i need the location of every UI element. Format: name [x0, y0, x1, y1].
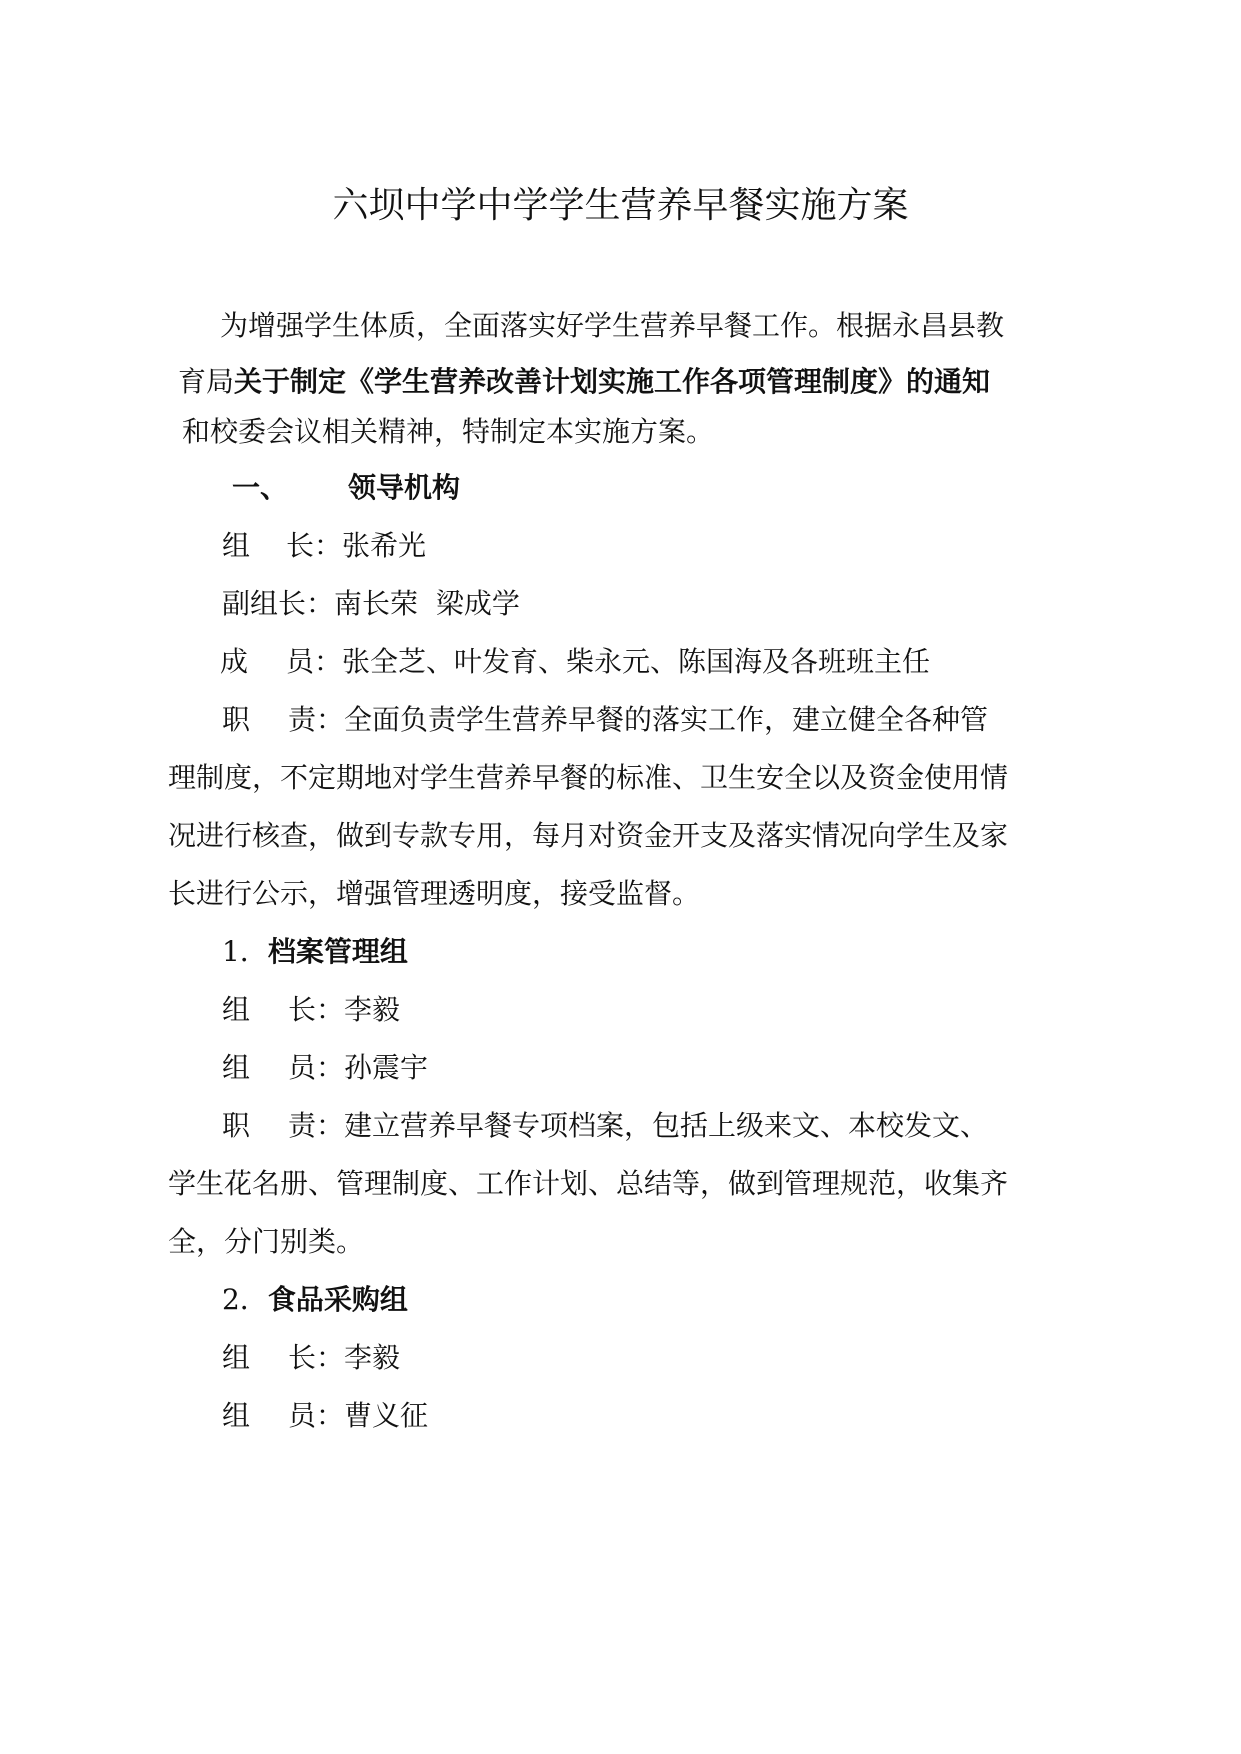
duty-label-part-b: 责： — [288, 1109, 345, 1142]
document-title: 六坝中学中学学生营养早餐实施方案 — [332, 185, 909, 226]
duty-text: 建立营养早餐专项档案，包括上级来文、本校发文、 — [344, 1109, 989, 1142]
group-1-duty-line-2: 学生花名册、管理制度、工作计划、总结等，做到管理规范，收集齐 — [168, 1167, 1009, 1200]
group-2-title: 食品采购组 — [267, 1283, 408, 1316]
member-label-part-b: 员： — [288, 1399, 345, 1432]
members-label-part-b: 员： — [286, 645, 343, 678]
member-label-part-a: 组 — [222, 1051, 251, 1084]
member-name: 曹义征 — [344, 1399, 429, 1432]
section-1-title: 领导机构 — [348, 471, 461, 504]
duty-label-part-a: 职 — [222, 703, 251, 736]
group-1-member — [222, 1048, 428, 1088]
duty-label-part-a: 职 — [222, 1109, 251, 1142]
deputy-names: 南长荣 梁成学 — [334, 587, 520, 620]
group-2-heading — [222, 1280, 408, 1320]
group-1-leader — [222, 990, 400, 1030]
section-1-number: 一、 — [232, 471, 289, 504]
section-1-heading — [232, 468, 460, 508]
member-name: 孙震宇 — [344, 1051, 429, 1084]
deputy-label: 副组长： — [222, 587, 335, 620]
intro-notice-title: 关于制定《学生营养改善计划实施工作各项管理制度》的通知 — [234, 365, 991, 398]
duty-label-part-b: 责： — [288, 703, 345, 736]
section-1-duty-line-2: 理制度，不定期地对学生营养早餐的标准、卫生安全以及资金使用情 — [168, 761, 1009, 794]
intro-line-2-prefix: 育局 — [178, 365, 235, 398]
duty-text: 全面负责学生营养早餐的落实工作，建立健全各种管 — [344, 703, 989, 736]
section-1-duty-line-4: 长进行公示，增强管理透明度，接受监督。 — [168, 877, 701, 910]
leader-label-part-b: 长： — [286, 529, 343, 562]
group-1-title: 档案管理组 — [267, 935, 408, 968]
intro-line-3: 和校委会议相关精神，特制定本实施方案。 — [182, 415, 715, 448]
group-1-number: 1． — [222, 935, 268, 968]
group-2-leader — [222, 1338, 400, 1378]
group-2-member — [222, 1396, 428, 1436]
member-label-part-a: 组 — [222, 1399, 251, 1432]
members-label-part-a: 成 — [220, 645, 249, 678]
section-1-leader — [222, 526, 426, 566]
section-1-duty-line-1 — [222, 700, 988, 740]
section-1-members — [220, 642, 930, 682]
intro-line-2 — [178, 362, 990, 402]
leader-label-part-b: 长： — [288, 1341, 345, 1374]
leader-label-part-a: 组 — [222, 1341, 251, 1374]
leader-name: 张希光 — [342, 529, 427, 562]
intro-line-1: 为增强学生体质，全面落实好学生营养早餐工作。根据永昌县教 — [220, 309, 1005, 342]
section-1-duty-line-3: 况进行核查，做到专款专用，每月对资金开支及落实情况向学生及家 — [168, 819, 1009, 852]
leader-label-part-a: 组 — [222, 993, 251, 1026]
leader-label-part-a: 组 — [222, 529, 251, 562]
leader-label-part-b: 长： — [288, 993, 345, 1026]
member-label-part-b: 员： — [288, 1051, 345, 1084]
section-1-deputy — [222, 584, 520, 624]
group-1-duty-line-1 — [222, 1106, 988, 1146]
group-2-number: 2． — [222, 1283, 268, 1316]
leader-name: 李毅 — [344, 993, 401, 1026]
members-names: 张全芝、叶发育、柴永元、陈国海及各班班主任 — [342, 645, 931, 678]
group-1-heading — [222, 932, 408, 972]
group-1-duty-line-3: 全，分门别类。 — [168, 1225, 365, 1258]
leader-name: 李毅 — [344, 1341, 401, 1374]
